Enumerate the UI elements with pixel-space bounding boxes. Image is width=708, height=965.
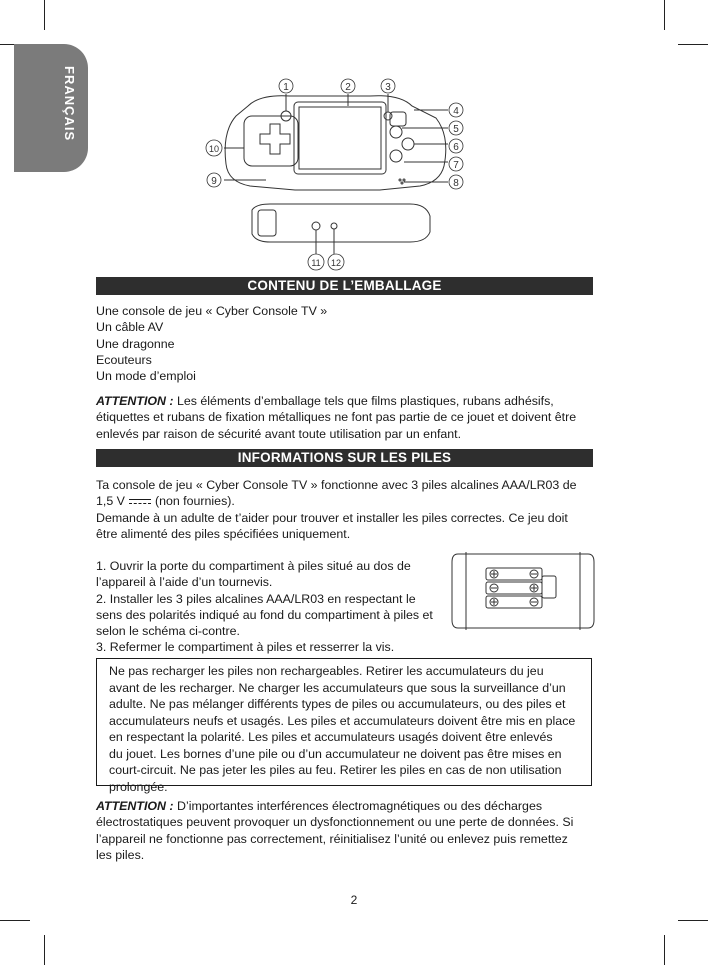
step-line: sens des polarités indiqué au fond du compartiment à piles et — [96, 607, 433, 622]
page-number: 2 — [350, 893, 358, 907]
intro-line: être alimenté des piles spécifiées uniquement. — [96, 526, 351, 541]
step-line: selon le schéma ci-contre. — [96, 624, 240, 639]
section-title-contents: CONTENU DE L’EMBALLAGE — [96, 277, 593, 295]
callout-5: 5 — [453, 124, 459, 135]
attention-text: les piles. — [96, 847, 145, 862]
warning-line: adulte. Ne pas mélanger différents types de piles ou accumulateurs, ou des piles et — [109, 697, 566, 711]
callout-4: 4 — [453, 106, 459, 117]
step-line: 2. Installer les 3 piles alcalines AAA/LR03 en respectant le — [96, 591, 416, 606]
callout-12: 12 — [330, 258, 342, 268]
attention-label: ATTENTION : — [96, 799, 174, 813]
intro-line: (non fournies). — [154, 494, 235, 509]
list-item: Une console de jeu « Cyber Console TV » — [96, 304, 328, 318]
crop-mark — [678, 44, 708, 45]
crop-mark — [664, 935, 665, 965]
language-tab-label: FRANÇAIS — [62, 66, 77, 142]
battery-intro — [96, 477, 596, 542]
attention-text: enlevés par raison de sécurité avant toute utilisation par un enfant. — [96, 426, 462, 441]
voltage-text: 1,5 V — [96, 494, 125, 509]
warning-line: Ne pas recharger les piles non rechargeables. Retirer les accumulateurs du jeu — [109, 664, 544, 678]
battery-warning-box — [96, 658, 592, 794]
warning-line: prolongée. — [109, 779, 168, 794]
list-item: Ecouteurs — [96, 352, 152, 367]
attention-text: D’importantes interférences électromagnétiques ou des décharges — [173, 799, 543, 813]
language-tab — [14, 44, 88, 172]
list-item: Un mode d’emploi — [96, 369, 196, 384]
warning-line: court-circuit. Ne pas jeter les piles au feu. Retirer les piles en cas de non utilisation — [109, 763, 562, 777]
battery-compartment-diagram — [448, 548, 598, 634]
step-line: l’appareil à l’aide d’un tournevis. — [96, 575, 273, 590]
dc-symbol-icon — [129, 498, 151, 506]
warning-line: avant de les recharger. Ne charger les accumulateurs que sous la surveillance d’un — [109, 680, 566, 695]
callout-10: 10 — [208, 144, 220, 154]
callout-7: 7 — [453, 160, 459, 171]
section-title-batteries: INFORMATIONS SUR LES PILES — [96, 449, 593, 467]
warning-line: du jouet. Les bornes d’une pile ou d’un accumulateur ne doivent pas être mises en — [109, 746, 562, 761]
intro-line: Ta console de jeu « Cyber Console TV » fonctionne avec 3 piles alcalines AAA/LR03 de — [96, 478, 577, 492]
callout-11: 11 — [311, 258, 321, 268]
crop-mark — [44, 0, 45, 30]
warning-line: accumulateurs neufs et usagés. Les piles et accumulateurs doivent être mis en place — [109, 713, 576, 728]
list-item: Un câble AV — [96, 320, 164, 335]
contents-list — [96, 303, 596, 384]
console-diagram — [200, 76, 480, 276]
attention-text: étiquettes et rubans de fixation métalliques ne font pas partie de ce jouet et doivent être — [96, 410, 577, 425]
callout-6: 6 — [453, 142, 459, 153]
callout-3: 3 — [385, 82, 391, 93]
crop-mark — [0, 920, 30, 921]
attention-text: l’appareil ne fonctionne pas correctement, réinitialisez l’unité ou enlevez puis remettez — [96, 831, 568, 846]
attention-text: Les éléments d’emballage tels que films plastiques, rubans adhésifs, — [173, 394, 554, 408]
attention-electrostatic — [96, 798, 596, 863]
crop-mark — [44, 935, 45, 965]
attention-label: ATTENTION : — [96, 394, 174, 408]
callout-1: 1 — [283, 82, 289, 93]
crop-mark — [664, 0, 665, 30]
crop-mark — [678, 920, 708, 921]
battery-steps — [96, 558, 446, 656]
step-line: 3. Refermer le compartiment à piles et resserrer la vis. — [96, 640, 395, 655]
warning-line: en respectant la polarité. Les piles et accumulateurs usagés doivent être enlevés — [109, 730, 553, 744]
attention-text: électrostatiques peuvent provoquer un dysfonctionnement ou une perte de données. Si — [96, 815, 574, 830]
callout-2: 2 — [345, 82, 351, 93]
intro-line: Demande à un adulte de t’aider pour trouver et installer les piles correctes. Ce jeu doit — [96, 510, 568, 525]
step-line: 1. Ouvrir la porte du compartiment à piles situé au dos de — [96, 559, 411, 573]
callout-8: 8 — [453, 178, 459, 189]
list-item: Une dragonne — [96, 336, 175, 351]
attention-packaging — [96, 393, 596, 442]
callout-9: 9 — [211, 176, 217, 187]
